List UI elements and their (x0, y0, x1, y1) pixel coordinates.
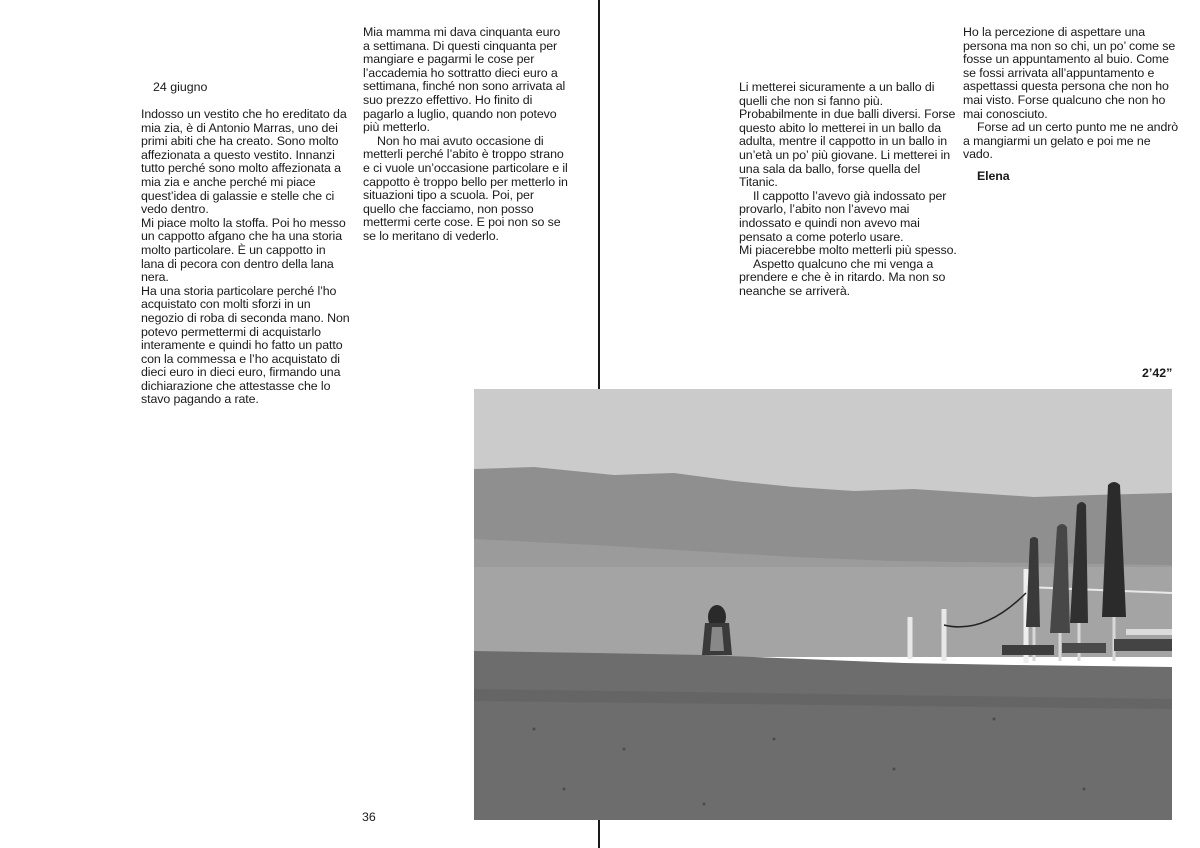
text-column-1 (141, 108, 351, 407)
page-number: 36 (362, 810, 376, 824)
paragraph: Ho la percezione di aspettare una persona ma non so chi, un po’ come se fosse un appuntamento al buio. Come se fossi arrivata all’appuntamento e aspettassi questa persona che non ho mai visto. Forse qualcuno che non ho mai conosciuto. (963, 25, 1176, 121)
sand (474, 651, 1172, 820)
beach-photo-image (474, 389, 1172, 820)
paragraph: Li metterei sicuramente a un ballo di quelli che non si fanno più. Probabilmente in due balli diversi. Forse questo abito lo metterei in un ballo da adulta, mentre il cappotto in un ballo in un’età un po’ più giovane. Li metterei in una sala da ballo, forse quella del Titanic. (739, 80, 956, 190)
paragraph: Forse ad un certo punto me ne andrò a mangiarmi un gelato e poi me ne vado. (963, 120, 1179, 162)
text-column-3 (739, 81, 961, 299)
paragraph: Mi piacerebbe molto metterli più spesso. (739, 243, 957, 258)
entry-date: 24 giugno (153, 80, 208, 94)
text-column-2 (363, 26, 568, 244)
paragraph: Indosso un vestito che ho ereditato da mia zia, è di Antonio Marras, uno dei primi abiti che ha creato. Sono molto affezionata a questo vestito. Innanzi tutto perché sono molto affezionata a mia zia e anche perché mi piace quest’idea di galassie e stelle che ci vedo dentro. (141, 107, 347, 217)
author-signature: Elena (977, 168, 1010, 183)
text-column-4 (963, 26, 1183, 184)
beach-photo (474, 389, 1172, 820)
paragraph: Non ho mai avuto occasione di metterli perché l’abito è troppo strano e ci vuole un’occasione particolare e il cappotto è troppo bello per metterlo in situazioni tipo a scuola. Poi, per quello che facciamo, non posso mettermi certe cose. E poi non so se se lo meritano di vederlo. (363, 133, 568, 243)
paragraph: Mi piace molto la stoffa. Poi ho messo un cappotto afgano che ha una storia molto particolare. È un cappotto in lana di pecora con dentro della lana nera. (141, 215, 346, 285)
paragraph: Aspetto qualcuno che mi venga a prendere e che è in ritardo. Ma non so neanche se arriverà. (739, 256, 946, 298)
paragraph: Mia mamma mi dava cinquanta euro a settimana. Di questi cinquanta per mangiare e pagarmi le cose per l’accademia ho sottratto dieci euro a settimana, finché non sono arrivata al suo prezzo effettivo. Ho finito di pagarlo a luglio, quando non potevo più metterlo. (363, 25, 566, 135)
paragraph: Il cappotto l’avevo già indossato per provarlo, l’abito non l’avevo mai indossato e quindi non avevo mai pensato a come poterlo usare. (739, 188, 947, 244)
timecode: 2’42” (1142, 366, 1173, 380)
paragraph: Ha una storia particolare perché l’ho acquistato con molti sforzi in un negozio di roba di seconda mano. Non potevo permettermi di acquistarlo interamente e quindi ho fatto un patto con la commessa e l’ho acquistato di dieci euro in dieci euro, firmando una dichiarazione che attestasse che lo stavo pagando a rate. (141, 283, 350, 407)
